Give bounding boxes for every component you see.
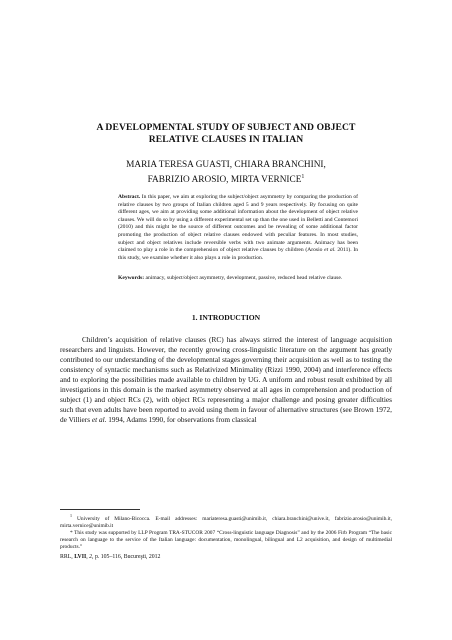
abstract-text-2: 2011). In this study, we examine whether it also plays a role in production. bbox=[118, 247, 358, 261]
author-list bbox=[60, 160, 392, 186]
footnotes bbox=[60, 512, 392, 551]
keywords-text: animacy, subject/object asymmetry, development, passive, reduced head relative clause. bbox=[144, 275, 343, 281]
footnote-1-mark: 1 bbox=[70, 513, 72, 518]
body-text-2: 1994, Adams 1990, for observations from classical bbox=[106, 415, 257, 424]
journal-name: RRL, bbox=[60, 554, 75, 560]
authors-line-1: MARIA TERESA GUASTI, CHIARA BRANCHINI, bbox=[126, 160, 326, 170]
abstract-label: Abstract. bbox=[118, 194, 141, 200]
authors-line-2-text: FABRIZIO AROSIO, MIRTA VERNICE bbox=[147, 174, 302, 185]
title-line-1: A DEVELOPMENTAL STUDY OF SUBJECT AND OBJECT bbox=[96, 122, 356, 133]
abstract-et-al: et al. bbox=[324, 247, 336, 254]
keywords-label: Keywords: bbox=[118, 275, 145, 281]
keywords bbox=[118, 275, 358, 283]
journal-citation bbox=[60, 553, 392, 561]
body-text-1: Children’s acquisition of relative clauses (RC) has always stirred the interest of language acquisition researchers and linguists. However, the recently growing cross-linguistic literature on the argument has greatly contributed to our understanding of the developmental stages governing their acquisition as well as to testing the consistency of syntactic mechanisms such as Relativized Minimality (Rizzi 1990, 2004) and interference effects and to exploring the possibilities made available to children by UG. A uniform and robust result exhibited by all investigations in this domain is the marked asymmetry observed at all ages in comprehension and production of subject (1) and object RCs (2), with object RCs representing a major challenge and posing greater difficulties such that even adults have been reported to avoid using them in favour of alternative structures (see Brown 1972, de Villiers bbox=[60, 335, 392, 424]
abstract-text-1: In this paper, we aim at exploring the subject/object asymmetry by comparing the production of relative clauses by two groups of Italian children aged 5 and 9 years respectively. By focusing on quite different ages, we aim at providing some additional information about the development of object relative clauses. We will do so by using a different experimental set up than the one used in Belletti and Contemori (2010) and this might be the source of different outcomes and be revealing of some additional factor promoting the production of object relative clauses endowed with peculiar features. In most studies, subject and object relatives include reversible verbs with two animate arguments. Animacy has been claimed to play a role in the comprehension of object relative clauses by children (Arosio bbox=[118, 194, 358, 254]
title-line-2: RELATIVE CLAUSES IN ITALIAN bbox=[148, 134, 304, 145]
section-heading: 1. INTRODUCTION bbox=[191, 313, 261, 322]
footnote-1 bbox=[60, 512, 392, 530]
journal-issue: 2 bbox=[89, 554, 93, 560]
footnote-divider bbox=[60, 509, 140, 510]
authors-line-2 bbox=[60, 172, 392, 187]
journal-sep: , bbox=[86, 554, 90, 560]
author-footnote-mark: 1 bbox=[301, 173, 305, 180]
paper-title bbox=[60, 122, 392, 146]
journal-pages: , p. 105–116, Bucureşti, 2012 bbox=[92, 554, 161, 560]
body-paragraph bbox=[60, 335, 392, 425]
footnote-2: * This study was supported by LLP Program TRA-STUCOR 2007 “Cross-linguistic language Diagnosis” and by the 2006 Firb Program “The basic research on language to the service of the Italian language: documentation, monolingual, bilingual and L2 acquisition, and design of multimedial products.” bbox=[60, 529, 392, 550]
journal-volume: LVII bbox=[74, 554, 87, 560]
abstract bbox=[118, 194, 358, 262]
footnote-1-text: University of Milano-Bicocca. E-mail addresses: mariateresa.guasti@unimib.it, chiara.branchini@unive.it, fabrizio.arosio@unimib.it, mirta.vernice@unimib.it bbox=[60, 515, 392, 529]
body-et-al: et al. bbox=[91, 415, 107, 424]
